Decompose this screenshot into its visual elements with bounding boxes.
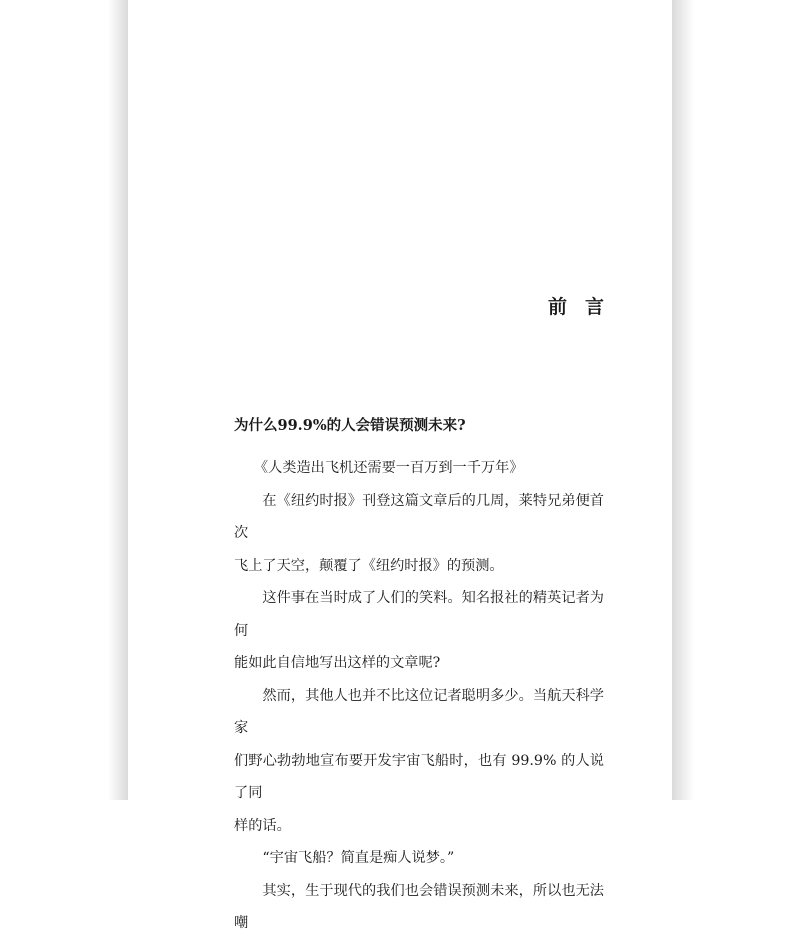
section-heading: 为什么99.9%的人会错误预测未来? [234,417,466,434]
body-text [234,452,604,940]
chapter-title: 前言 [547,296,622,318]
page-shadow-right [672,0,694,800]
paragraph: 然而，其他人也并不比这位记者聪明多少。当航天科学家 们野心勃勃地宣布要开发宇宙飞船时，也有 99.9% 的人说了同 样的话。 [234,687,604,834]
paragraph-quote: “宇宙飞船？简直是痴人说梦。” [262,850,455,866]
page-shadow-left [108,0,128,800]
paragraph: 其实，生于现代的我们也会错误预测未来，所以也无法嘲 [234,882,604,931]
book-page [128,0,672,931]
paragraph-quote-title: 《人类造出飞机还需要一百万到一千万年》 [253,460,524,476]
paragraph: 在《纽约时报》刊登这篇文章后的几周，莱特兄弟便首次 飞上了天空，颠覆了《纽约时报》的预测。 [234,492,604,574]
paragraph: 这件事在当时成了人们的笑料。知名报社的精英记者为何 能如此自信地写出这样的文章呢? [234,590,604,671]
